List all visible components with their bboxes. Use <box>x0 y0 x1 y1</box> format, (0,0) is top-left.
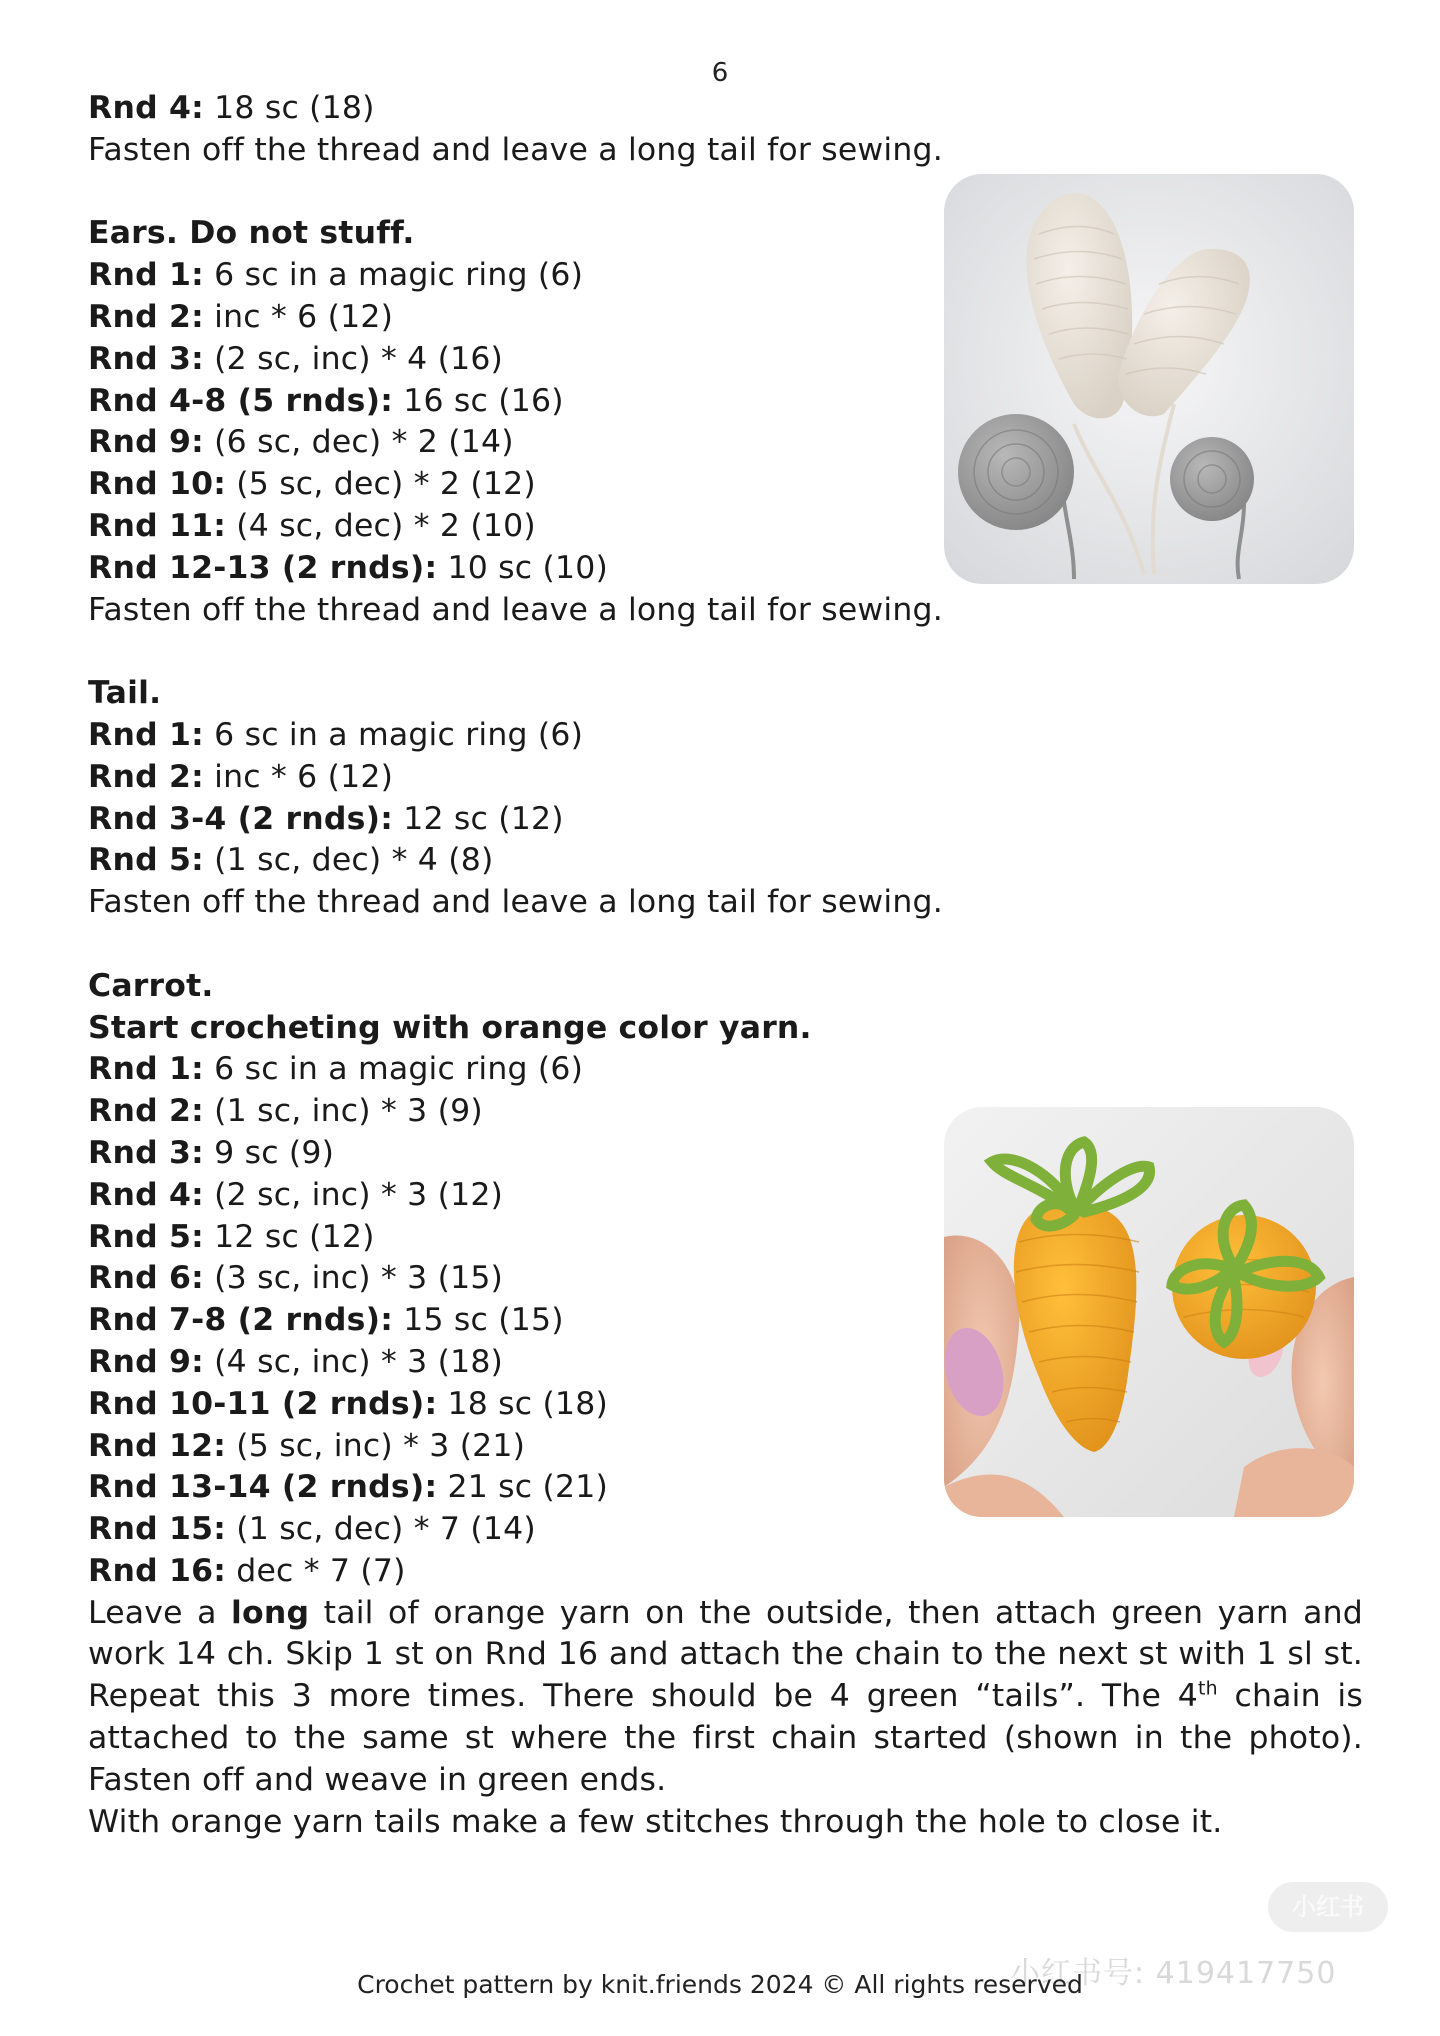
ears-row: Rnd 9: (6 sc, dec) * 2 (14) <box>88 424 514 461</box>
ears-photo <box>944 174 1354 584</box>
carrot-row: Rnd 13-14 (2 rnds): 21 sc (21) <box>88 1469 608 1506</box>
carrot-close-line: With orange yarn tails make a few stitches through the hole to close it. <box>88 1803 1223 1840</box>
ears-row: Rnd 2: inc * 6 (12) <box>88 298 394 335</box>
carrot-instructions-paragraph: Leave a long tail of orange yarn on the outside, then attach green yarn and work 14 ch. Skip 1 st on Rnd 16 and attach the chain to the next st with 1 sl st. Repeat this 3 more times. There should be 4 green “tails”. The 4th chain is attached to the same st where the first chain started (shown in the photo). <box>88 1594 1364 1757</box>
tail-row: Rnd 1: 6 sc in a magic ring (6) <box>88 716 584 753</box>
carrot-fasten-line: Fasten off and weave in green ends. <box>88 1761 667 1798</box>
row-label: Rnd 4: <box>88 90 204 126</box>
rnd4-line <box>88 88 1363 130</box>
ears-row: Rnd 12-13 (2 rnds): 10 sc (10) <box>88 549 608 586</box>
tail-title: Tail. <box>88 675 162 712</box>
ears-row: Rnd 4-8 (5 rnds): 16 sc (16) <box>88 382 564 419</box>
carrot-row: Rnd 3: 9 sc (9) <box>88 1134 335 1171</box>
tail-row: Rnd 5: (1 sc, dec) * 4 (8) <box>88 842 494 879</box>
ears-row: Rnd 10: (5 sc, dec) * 2 (12) <box>88 466 536 503</box>
ears-title: Ears. Do not stuff. <box>88 215 415 252</box>
row-text: 18 sc (18) <box>203 90 375 126</box>
carrot-row: Rnd 10-11 (2 rnds): 18 sc (18) <box>88 1385 608 1422</box>
ears-row: Rnd 11: (4 sc, dec) * 2 (10) <box>88 507 536 544</box>
carrot-subtitle: Start crocheting with orange color yarn. <box>88 1009 812 1046</box>
footer-copyright: Crochet pattern by knit.friends 2024 © All rights reserved <box>357 1970 1083 1999</box>
tail-row: Rnd 3-4 (2 rnds): 12 sc (12) <box>88 800 564 837</box>
carrot-row: Rnd 16: dec * 7 (7) <box>88 1552 406 1589</box>
carrot-row: Rnd 4: (2 sc, inc) * 3 (12) <box>88 1176 504 1213</box>
carrot-row: Rnd 2: (1 sc, inc) * 3 (9) <box>88 1093 483 1130</box>
page-number: 6 <box>711 58 729 88</box>
fasten-off-line: Fasten off the thread and leave a long tail for sewing. <box>88 131 943 168</box>
carrot-row: Rnd 12: (5 sc, inc) * 3 (21) <box>88 1427 526 1464</box>
carrot-title: Carrot. <box>88 967 214 1004</box>
watermark-badge: 小红书 <box>1268 1882 1388 1932</box>
tail-row: Rnd 2: inc * 6 (12) <box>88 758 394 795</box>
carrot-row: Rnd 6: (3 sc, inc) * 3 (15) <box>88 1260 504 1297</box>
carrot-photo <box>944 1107 1354 1517</box>
carrot-row: Rnd 1: 6 sc in a magic ring (6) <box>88 1051 584 1088</box>
tail-rows <box>88 715 1363 882</box>
ears-row: Rnd 3: (2 sc, inc) * 4 (16) <box>88 340 504 377</box>
watermark-text: 小红书号: 419417750 <box>1010 1956 1337 1991</box>
ears-row: Rnd 1: 6 sc in a magic ring (6) <box>88 257 584 294</box>
tail-fasten-line: Fasten off the thread and leave a long tail for sewing. <box>88 884 943 921</box>
ears-fasten-line: Fasten off the thread and leave a long tail for sewing. <box>88 591 943 628</box>
carrot-row: Rnd 15: (1 sc, dec) * 7 (14) <box>88 1511 536 1548</box>
carrot-row: Rnd 9: (4 sc, inc) * 3 (18) <box>88 1343 504 1380</box>
carrot-row: Rnd 5: 12 sc (12) <box>88 1218 375 1255</box>
carrot-row: Rnd 7-8 (2 rnds): 15 sc (15) <box>88 1302 564 1339</box>
